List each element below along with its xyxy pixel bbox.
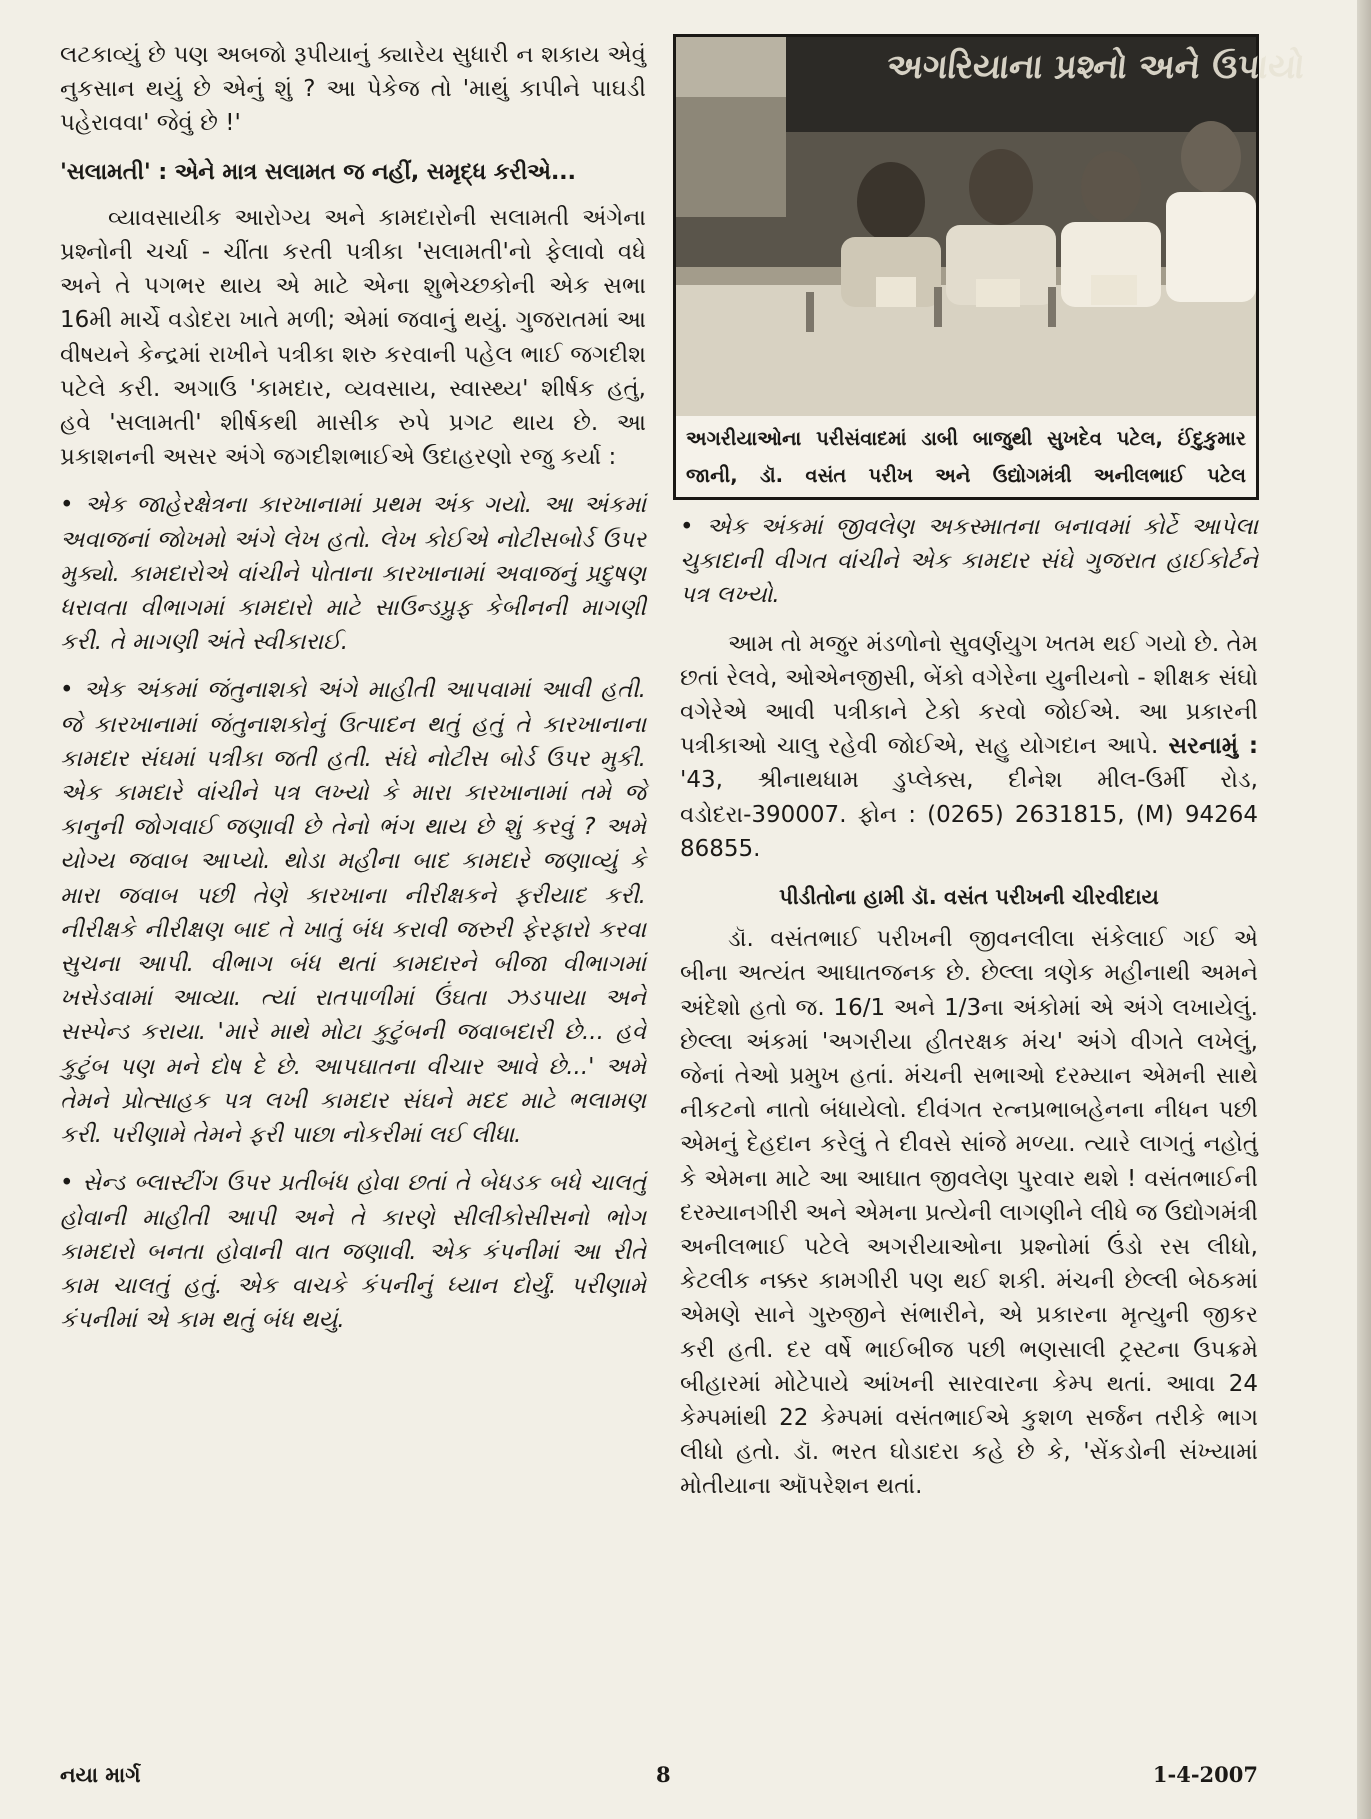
footer-magazine-name: નયા માર્ગ — [60, 1762, 141, 1787]
address-label: સરનામું : — [1168, 733, 1259, 760]
bullet-pesticide-example: • એક અંકમાં જંતુનાશકો અંગે માહીતી આપવામાં આવી હતી. જે કારખાનામાં જંતુનાશકોનું ઉત્પાદન થતું હતું તે કારખાનાના કામદાર સંઘમાં પત્રીકા જતી હતી. સંઘે નોટીસ બોર્ડ ઉપર મુકી. એક કામદારે વાંચીને પત્ર લખ્યો કે મારા કારખાનામાં તમે જે કાનુની જોગવાઈ જણાવી છે તેનો ભંગ થાય છે શું કરવું ? અમે યોગ્ય જવાબ આપ્યો. થોડા મહીના બાદ કામદારે જણાવ્યું કે મારા જવાબ પછી તેણે કારખાના નીરીક્ષકને ફરીયાદ કરી. નીરીક્ષકે નીરીક્ષણ બાદ તે ખાતું બંધ કરાવી જરુરી ફેરફારો કરવા સુચના આપી. વીભાગ બંધ થતાં કામદારને બીજા વીભાગમાં ખસેડવામાં આવ્યા. ત્યાં રાતપાળીમાં ઉંઘતા ઝડપાયા અને સસ્પેન્ડ કરાયા. 'મારે માથે મોટા કુટુંબની જવાબદારી છે... હવે કુટુંબ પણ મને દોષ દે છે. આપઘાતના વીચાર આવે છે...' અમે તેમને પ્રોત્સાહક પત્ર લખી કામદાર સંઘને મદદ માટે ભલામણ કરી. પરીણામે તેમને ફરી પાછા નોકરીમાં લઈ લીધા. — [60, 673, 646, 1152]
seminar-photo — [673, 34, 1307, 416]
photo-banner-text: અગરિયાના પ્રશ્નો અને ઉપાયો — [884, 47, 1307, 87]
paragraph-continuation: લટકાવ્યું છે પણ અબજો રૂપીયાનું ક્યારેય સુધારી ન શકાય એવું નુકસાન થયું છે એનું શું ? આ પેકેજ તો 'માથું કાપીને પાઘડી પહેરાવવા' જેવું છે !' — [60, 42, 646, 137]
left-column — [60, 38, 646, 1351]
paragraph-salamati-intro: વ્યાવસાયીક આરોગ્ય અને કામદારોની સલામતી અંગેના પ્રશ્નોની ચર્ચા - ચીંતા કરતી પત્રીકા 'સલામતી'નો ફેલાવો વધે અને તે પગભર થાય એ માટે એના શુભેચ્છકોની એક સભા 16મી માર્ચે વડોદરા ખાતે મળી; એમાં જવાનું થયું. ગુજરાતમાં આ વીષયને કેન્દ્રમાં રાખીને પત્રીકા શરુ કરવાની પહેલ ભાઈ જગદીશ પટેલે કરી. અગાઉ 'કામદાર, વ્યવસાય, સ્વાસ્થ્ય' શીર્ષક હતું, હવે 'સલામતી' શીર્ષકથી માસીક રુપે પ્રગટ થાય છે. આ પ્રકાશનની અસર અંગે જગદીશભાઈએ ઉદાહરણો રજુ કર્યા : — [60, 204, 646, 471]
page-footer — [60, 1762, 1258, 1792]
section-heading-salamati: 'સલામતી' : એને માત્ર સલામત જ નહીં, સમૃદ્ધ કરીએ... — [60, 158, 576, 185]
footer-page-number: 8 — [656, 1762, 671, 1787]
address-text: '43, શ્રીનાથધામ ડુપ્લેક્સ, દીનેશ મીલ-ઉર્મી રોડ, વડોદરા-390007. ફોન : (0265) 2631815, (M) 94264 86855. — [680, 767, 1258, 862]
scan-edge-shadow — [1357, 0, 1371, 1819]
bullet-sandblasting-example: • સેન્ડ બ્લાસ્ટીંગ ઉપર પ્રતીબંધ હોવા છતાં તે બેધડક બધે ચાલતું હોવાની માહીતી આપી અને તે કારણે સીલીકોસીસનો ભોગ કામદારો બનતા હોવાની વાત જણાવી. એક કંપનીમાં આ રીતે કામ ચાલતું હતું. એક વાચકે કંપનીનું ધ્યાન દોર્યું. પરીણામે કંપનીમાં એ કામ થતું બંધ થયું. — [60, 1166, 646, 1337]
paragraph-support-appeal — [680, 627, 1258, 866]
bullet-highcourt-letter: • એક અંકમાં જીવલેણ અકસ્માતના બનાવમાં કોર્ટે આપેલા ચુકાદાની વીગત વાંચીને એક કામદાર સંઘે ગુજરાત હાઈકોર્ટને પત્ર લખ્યો. — [680, 510, 1258, 613]
paragraph-obituary: ડૉ. વસંતભાઈ પરીખની જીવનલીલા સંકેલાઈ ગઈ એ બીના અત્યંત આઘાતજનક છે. છેલ્લા ત્રણેક મહીનાથી અમને અંદેશો હતો જ. 16/1 અને 1/3ના અંકોમાં એ અંગે લખાયેલું. છેલ્લા અંકમાં 'અગરીયા હીતરક્ષક મંચ' અંગે વીગતે લખેલું, જેનાં તેઓ પ્રમુખ હતાં. મંચની સભાઓ દરમ્યાન એમની સાથે નીકટનો નાતો બંધાયેલો. દીવંગત રત્નપ્રભાબહેનના નીધન પછી એમનું દેહદાન કરેલું તે દીવસે સાંજે મળ્યા. ત્યારે લાગતું નહોતું કે એમના માટે આ આઘાત જીવલેણ પુરવાર થશે ! વસંતભાઈની દરમ્યાનગીરી અને એમના પ્રત્યેની લાગણીને લીધે જ ઉદ્યોગમંત્રી અનીલભાઈ પટેલે અગરીયાઓના પ્રશ્નોમાં ઉંડો રસ લીધો, કેટલીક નક્કર કામગીરી પણ થઈ શકી. મંચની છેલ્લી બેઠકમાં એમણે સાને ગુરુજીને સંભારીને, એ પ્રકારના મૃત્યુની જીકર કરી હતી. દર વર્ષે ભાઈબીજ પછી ભણસાલી ટ્રસ્ટના ઉપક્રમે બીહારમાં મોટેપાયે આંખની સારવારના કેમ્પ થતાં. આવા 24 કેમ્પમાંથી 22 કેમ્પમાં વસંતભાઈએ કુશળ સર્જન તરીકે ભાગ લીધો હતો. ડૉ. ભરત ઘોડાદરા કહે છે કે, 'સેંકડોની સંખ્યામાં મોતીયાના ઑપરેશન થતાં. — [680, 926, 1258, 1500]
right-column — [680, 510, 1258, 1518]
photo-caption: અગરીયાઓના પરીસંવાદમાં ડાબી બાજુથી સુખદેવ પટેલ, ઈંદુકુમાર જાની, ડૉ. વસંત પરીખ અને ઉદ્યોગમંત્રી અનીલભાઈ પટેલ — [673, 416, 1259, 500]
bullet-noise-example: • એક જાહેરક્ષેત્રના કારખાનામાં પ્રથમ અંક ગયો. આ અંકમાં અવાજનાં જોખમો અંગે લેખ હતો. લેખ કોઈએ નોટીસબોર્ડ ઉપર મુક્યો. કામદારોએ વાંચીને પોતાના કારખાનામાં અવાજનું પ્રદુષણ ધરાવતા વીભાગમાં કામદારો માટે સાઉન્ડપ્રુફ કેબીનની માગણી કરી. તે માગણી અંતે સ્વીકારાઈ. — [60, 488, 646, 659]
support-appeal-text: આમ તો મજુર મંડળોનો સુવર્ણયુગ ખતમ થઈ ગયો છે. તેમ છતાં રેલવે, ઓએનજીસી, બેંકો વગેરેના યુનીયનો - શીક્ષક સંઘો વગેરેએ આવી પત્રીકાને ટેકો કરવો જોઈએ. આ પ્રકારની પત્રીકાઓ ચાલુ રહેવી જોઈએ, સહુ યોગદાન આપે. — [680, 630, 1259, 760]
footer-date: 1-4-2007 — [1152, 1762, 1258, 1787]
section-heading-obituary: પીડીતોના હામી ડૉ. વસંત પરીખની ચીરવીદાય — [779, 885, 1159, 910]
